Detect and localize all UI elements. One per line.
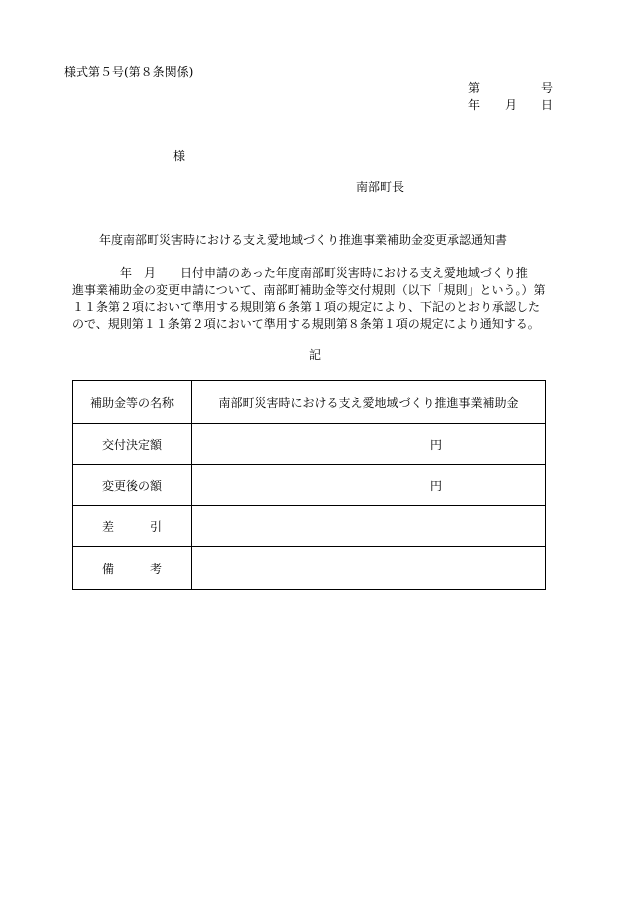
row-value-changed-amount: 円: [192, 465, 546, 506]
body-paragraph: [72, 265, 550, 333]
table-row: [73, 465, 546, 506]
document-number-suffix: 号: [541, 81, 554, 95]
table-row: [73, 381, 546, 424]
table-row: [73, 547, 546, 590]
date-year-label: 年: [468, 98, 481, 112]
row-value-subsidy-name: 南部町災害時における支え愛地域づくり推進事業補助金: [192, 381, 546, 424]
row-label-difference: 差 引: [73, 506, 192, 547]
row-label-changed-amount: 変更後の額: [73, 465, 192, 506]
body-line: ので、規則第１１条第２項において準用する規則第８条第１項の規定により通知する。: [72, 317, 540, 331]
row-value-difference: [192, 506, 546, 547]
form-number: 様式第５号(第８条関係): [64, 65, 194, 79]
table-row: [73, 506, 546, 547]
row-label-subsidy-name: 補助金等の名称: [73, 381, 192, 424]
table-row: [73, 424, 546, 465]
date-month-label: 月: [505, 98, 518, 112]
row-label-remarks: 備 考: [73, 547, 192, 590]
body-line: １１条第２項において準用する規則第６条第１項の規定により、下記のとおり承認した: [72, 300, 541, 314]
document-title: 年度南部町災害時における支え愛地域づくり推進事業補助金変更承認通知書: [99, 233, 508, 247]
addressee-honorific: 様: [173, 149, 186, 163]
body-line: 進事業補助金の変更申請について、南部町補助金等交付規則（以下「規則」という。）第: [72, 283, 546, 297]
date-day-label: 日: [541, 98, 554, 112]
row-label-decided-amount: 交付決定額: [73, 424, 192, 465]
sender-name: 南部町長: [356, 180, 405, 194]
row-value-remarks: [192, 547, 546, 590]
row-value-decided-amount: 円: [192, 424, 546, 465]
ki-heading: 記: [309, 348, 322, 362]
body-line: 年 月 日付申請のあった年度南部町災害時における支え愛地域づくり推: [72, 266, 528, 280]
document-number-label: 第: [468, 81, 481, 95]
detail-table: [72, 380, 546, 590]
